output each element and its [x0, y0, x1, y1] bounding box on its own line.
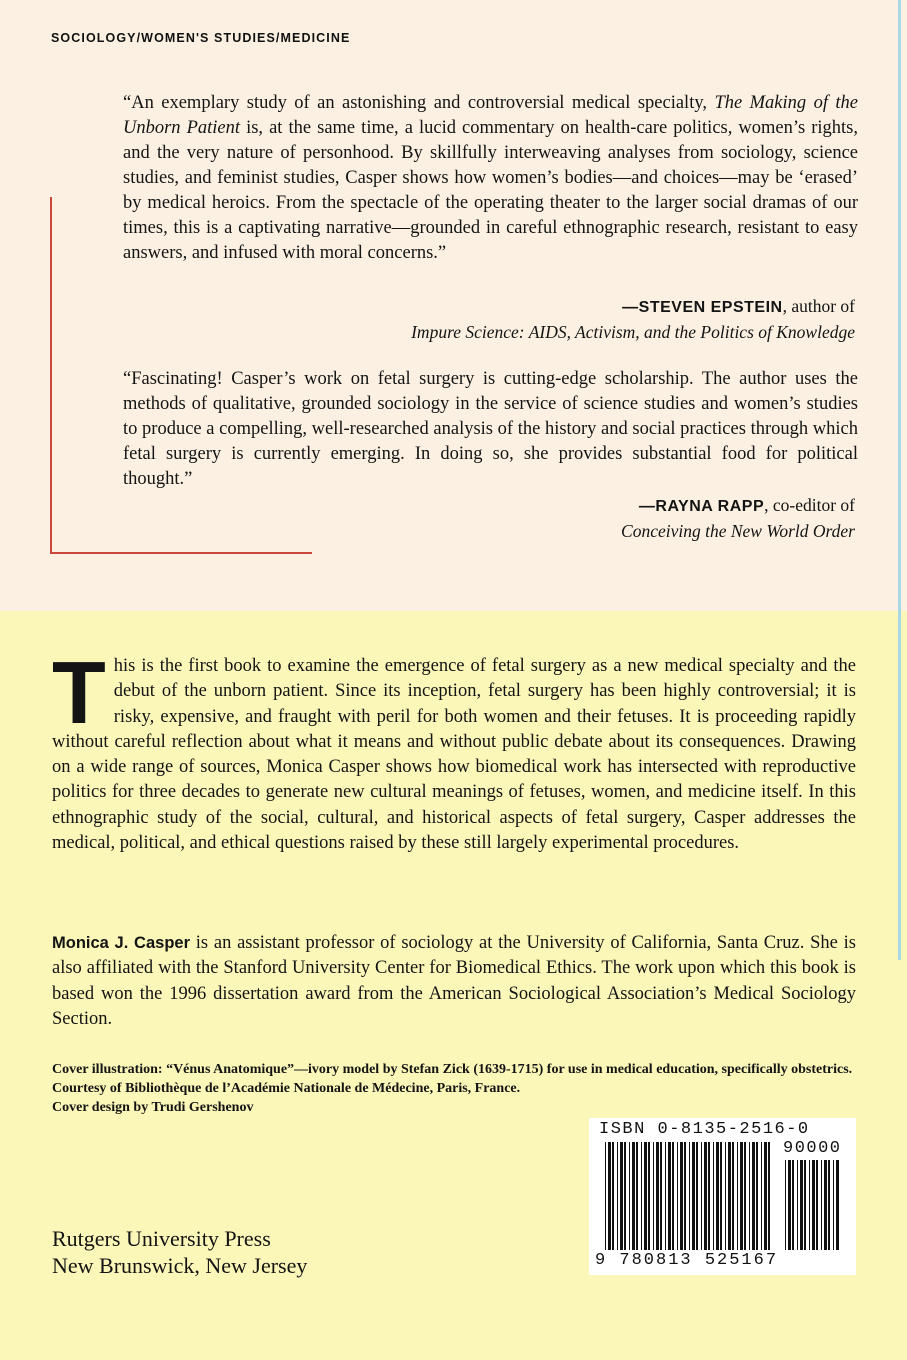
barcode-bar [605, 1142, 606, 1250]
barcode-bar [713, 1142, 714, 1250]
drop-cap: T [52, 643, 106, 742]
design-credit: Cover design by Trudi Gershenov [52, 1100, 254, 1115]
barcode-bar [716, 1142, 719, 1250]
barcode-bar [636, 1142, 638, 1250]
barcode-bar [740, 1142, 743, 1250]
endorser-name: —STEVEN EPSTEIN [622, 299, 783, 316]
barcode-bar [833, 1160, 834, 1250]
barcode-bar [632, 1142, 635, 1250]
barcode [589, 1118, 856, 1275]
barcode-bar [744, 1142, 746, 1250]
barcode-bar [680, 1142, 683, 1250]
publisher-location: New Brunswick, New Jersey [52, 1253, 308, 1278]
barcode-bar [708, 1142, 710, 1250]
barcode-bar [788, 1160, 791, 1250]
endorser-work: Conceiving the New World Order [621, 521, 855, 541]
bio-text: is an assistant professor of sociology at the University of California, Santa Cruz. She is also affiliated with the Stanford University Center for Biomedical Ethics. The work upon which this book is based won the 1996 dissertation award from the American Sociological Association’s Medical Sociology Section. [52, 933, 856, 1029]
barcode-bar [653, 1142, 654, 1250]
category-label: SOCIOLOGY/WOMEN'S STUDIES/MEDICINE [51, 31, 351, 45]
barcode-bar [684, 1142, 686, 1250]
endorsement-attribution-1 [255, 294, 855, 344]
isbn-text: ISBN 0-8135-2516-0 [599, 1120, 810, 1139]
endorser-work: Impure Science: AIDS, Activism, and the Politics of Knowledge [411, 322, 855, 342]
barcode-bar [761, 1142, 762, 1250]
barcode-bar [620, 1142, 623, 1250]
spine-edge-line [898, 0, 901, 960]
barcode-bar [797, 1160, 798, 1250]
barcode-bar [672, 1142, 674, 1250]
barcode-bar [768, 1142, 770, 1250]
endorser-role: , co-editor of [764, 495, 855, 515]
author-bio [52, 931, 856, 1032]
illustration-credit: Cover illustration: “Vénus Anatomique”—ivory model by Stefan Zick (1639-1715) for use in medical education, specifically obstetrics. Courtesy of Bibliothèque de l’Académie Nationale de Médecine, Paris, France. [52, 1062, 853, 1096]
barcode-bar [660, 1142, 662, 1250]
publisher-block [52, 1225, 307, 1279]
barcode-bar [704, 1142, 707, 1250]
author-name: Monica J. Casper [52, 934, 190, 952]
barcode-bar [648, 1142, 650, 1250]
endorser-name: —RAYNA RAPP [638, 498, 765, 515]
price-code: 90000 [783, 1139, 842, 1158]
decorative-bracket-horizontal [50, 552, 312, 554]
barcode-bar [617, 1142, 618, 1250]
addon-barcode-bars [785, 1160, 845, 1250]
barcode-bar [692, 1142, 695, 1250]
ean-number: 9 780813 525167 [595, 1251, 779, 1270]
endorser-role: , author of [782, 296, 855, 316]
barcode-bar [812, 1160, 815, 1250]
barcode-bar [752, 1142, 755, 1250]
barcode-bar [665, 1142, 666, 1250]
barcode-bar [732, 1142, 734, 1250]
quote-text: is, at the same time, a lucid commentary on health-care politics, women’s rights, and the very nature of personhood. By skillfully interweaving analyses from sociology, science studies, and feminist studies, Casper shows how women’s bodies—and choices—may be ‘erased’ by medical heroics. From the spectacle of the operating theater to the larger social dramas of our times, this is a captivating narrative—grounded in careful ethnographic research, resistant to easy answers, and infused with moral concerns.” [123, 118, 859, 263]
barcode-bar [612, 1142, 614, 1250]
cover-credits [52, 1060, 860, 1117]
quote-text: “An exemplary study of an astonishing and controversial medical specialty, [123, 93, 715, 113]
description-text: his is the first book to examine the emergence of fetal surgery as a new medical specialty and the debut of the unborn patient. Since its inception, fetal surgery has been highly controversial; it is risky, expensive, and fraught with peril for both women and their fetuses. It is proceeding rapidly without careful reflection about what it means and without public debate about its consequences. Drawing on a wide range of sources, Monica Casper shows how biomedical work has intersected with reproductive politics for three decades to generate new cultural meanings of fetuses, women, and medicine itself. In this ethnographic study of the social, cultural, and historical aspects of fetal surgery, Casper addresses the medical, political, and ethical questions raised by these still largely experimental procedures. [52, 656, 856, 854]
barcode-bar [749, 1142, 750, 1250]
barcode-bar [824, 1160, 827, 1250]
endorsement-quote-1 [123, 91, 858, 266]
endorsement-attribution-2 [255, 493, 855, 543]
barcode-bar [756, 1142, 758, 1250]
decorative-bracket-vertical [50, 197, 52, 554]
barcode-bar [701, 1142, 702, 1250]
barcode-bar [656, 1142, 659, 1250]
barcode-bar [629, 1142, 630, 1250]
barcode-bar [792, 1160, 794, 1250]
barcode-bar [624, 1142, 626, 1250]
barcode-bar [644, 1142, 647, 1250]
book-description [52, 643, 856, 856]
barcode-bar [728, 1142, 731, 1250]
barcode-bar [689, 1142, 690, 1250]
barcode-bar [725, 1142, 726, 1250]
barcode-bar [836, 1160, 839, 1250]
endorsement-quote-2: “Fascinating! Casper’s work on fetal surgery is cutting-edge scholarship. The author uses the methods of qualitative, grounded sociology in the service of science studies and women’s studies to produce a compelling, well-researched analysis of the history and social practices through which fetal surgery is currently emerging. In doing so, she provides substantial food for political thought.” [123, 369, 858, 489]
barcode-bar [696, 1142, 698, 1250]
barcode-bar [720, 1142, 722, 1250]
barcode-bar [668, 1142, 671, 1250]
barcode-bar [677, 1142, 678, 1250]
ean-barcode-bars [605, 1142, 773, 1250]
barcode-bar [804, 1160, 806, 1250]
barcode-bar [764, 1142, 767, 1250]
barcode-bar [608, 1142, 611, 1250]
barcode-bar [785, 1160, 786, 1250]
barcode-bar [737, 1142, 738, 1250]
barcode-bar [641, 1142, 642, 1250]
barcode-bar [816, 1160, 818, 1250]
barcode-bar [809, 1160, 810, 1250]
barcode-bar [828, 1160, 830, 1250]
publisher-name: Rutgers University Press [52, 1226, 271, 1251]
barcode-bar [800, 1160, 803, 1250]
barcode-bar [821, 1160, 822, 1250]
book-title: The Making of the Unborn Patient [123, 93, 858, 138]
